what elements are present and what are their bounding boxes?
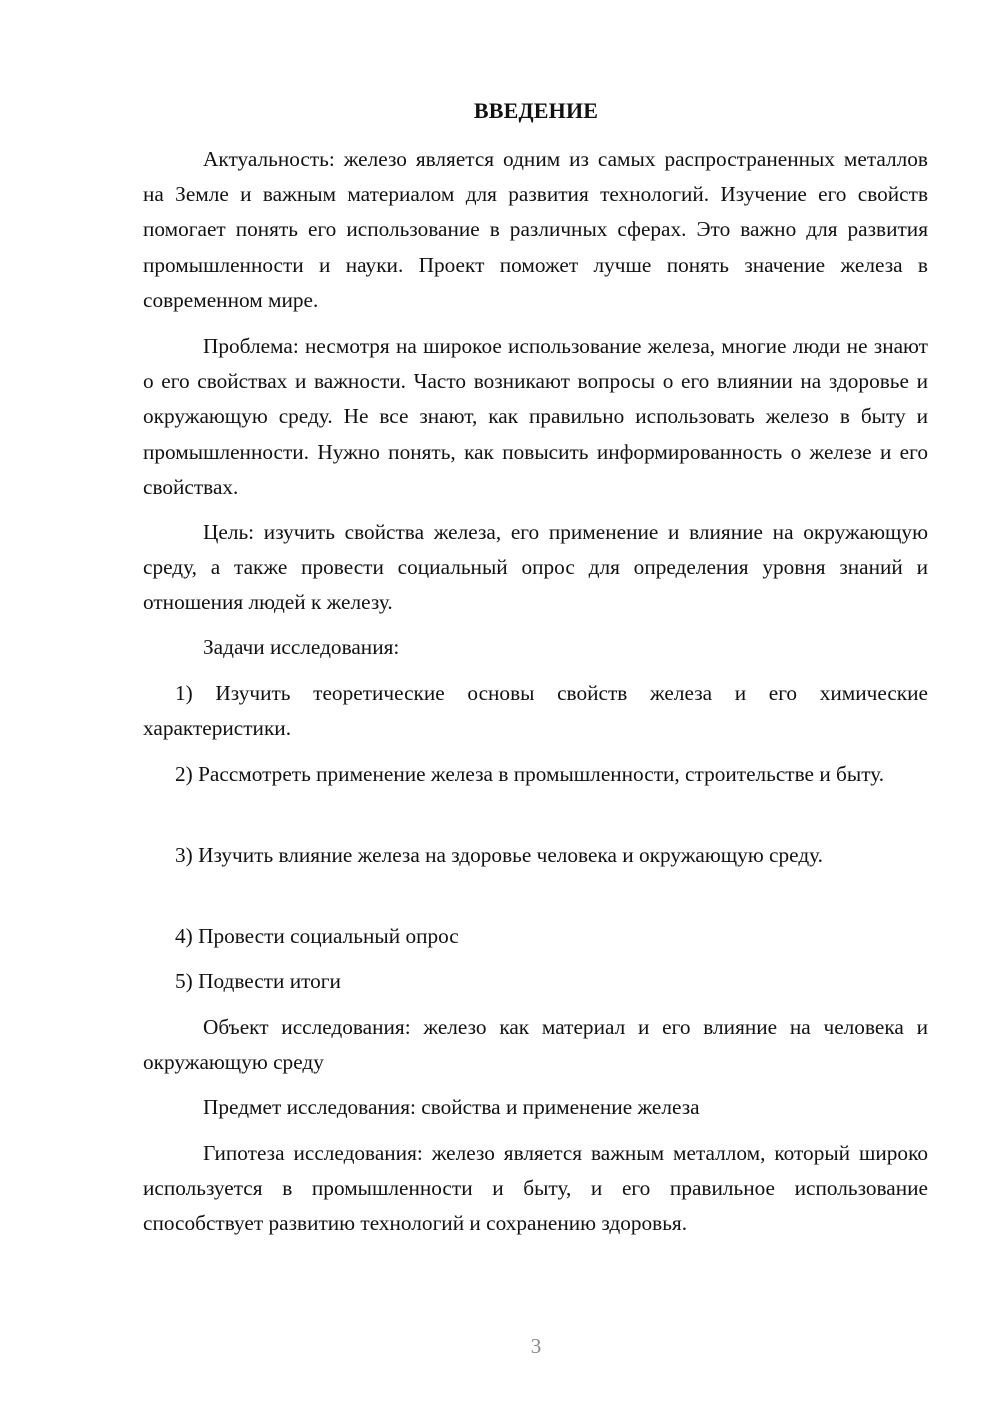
task-item-4: 4) Провести социальный опрос [175, 924, 459, 948]
paragraph-tasks-heading: Задачи исследования: [203, 635, 400, 659]
paragraph-relevance: Актуальность: железо является одним из самых распространенных металлов на Земле и важным материалом для развития технологий. Изучение его свойств помогает понять его использование в различных сферах. Это важно для развития промышленности и науки. Проект поможет лучше понять значение железа в современном мире. [143, 147, 928, 312]
paragraph-subject: Предмет исследования: свойства и применение железа [203, 1095, 700, 1119]
task-item-5: 5) Подвести итоги [175, 969, 341, 993]
paragraph-object: Объект исследования: железо как материал и его влияние на человека и окружающую среду [143, 1015, 928, 1075]
paragraph-problem: Проблема: несмотря на широкое использование железа, многие люди не знают о его свойствах и важности. Часто возникают вопросы о его влиянии на здоровье и окружающую среду. Не все знают, как правильно использовать железо в быту и промышленности. Нужно понять, как повысить информированность о железе и его свойствах. [143, 334, 928, 499]
task-item-1: 1) Изучить теоретические основы свойств железа и его химические характеристики. [143, 681, 928, 741]
paragraph-goal: Цель: изучить свойства железа, его применение и влияние на окружающую среду, а также провести социальный опрос для определения уровня знаний и отношения людей к железу. [143, 520, 928, 615]
page-number: 3 [530, 1334, 542, 1358]
task-item-3: 3) Изучить влияние железа на здоровье человека и окружающую среду. [175, 843, 824, 867]
paragraph-hypothesis: Гипотеза исследования: железо является важным металлом, который широко используется в промышленности и быту, и его правильное использование способствует развитию технологий и сохранению здоровья. [143, 1141, 928, 1236]
task-item-2: 2) Рассмотреть применение железа в промышленности, строительстве и быту. [175, 762, 885, 786]
page-title: ВВЕДЕНИЕ [473, 98, 599, 123]
